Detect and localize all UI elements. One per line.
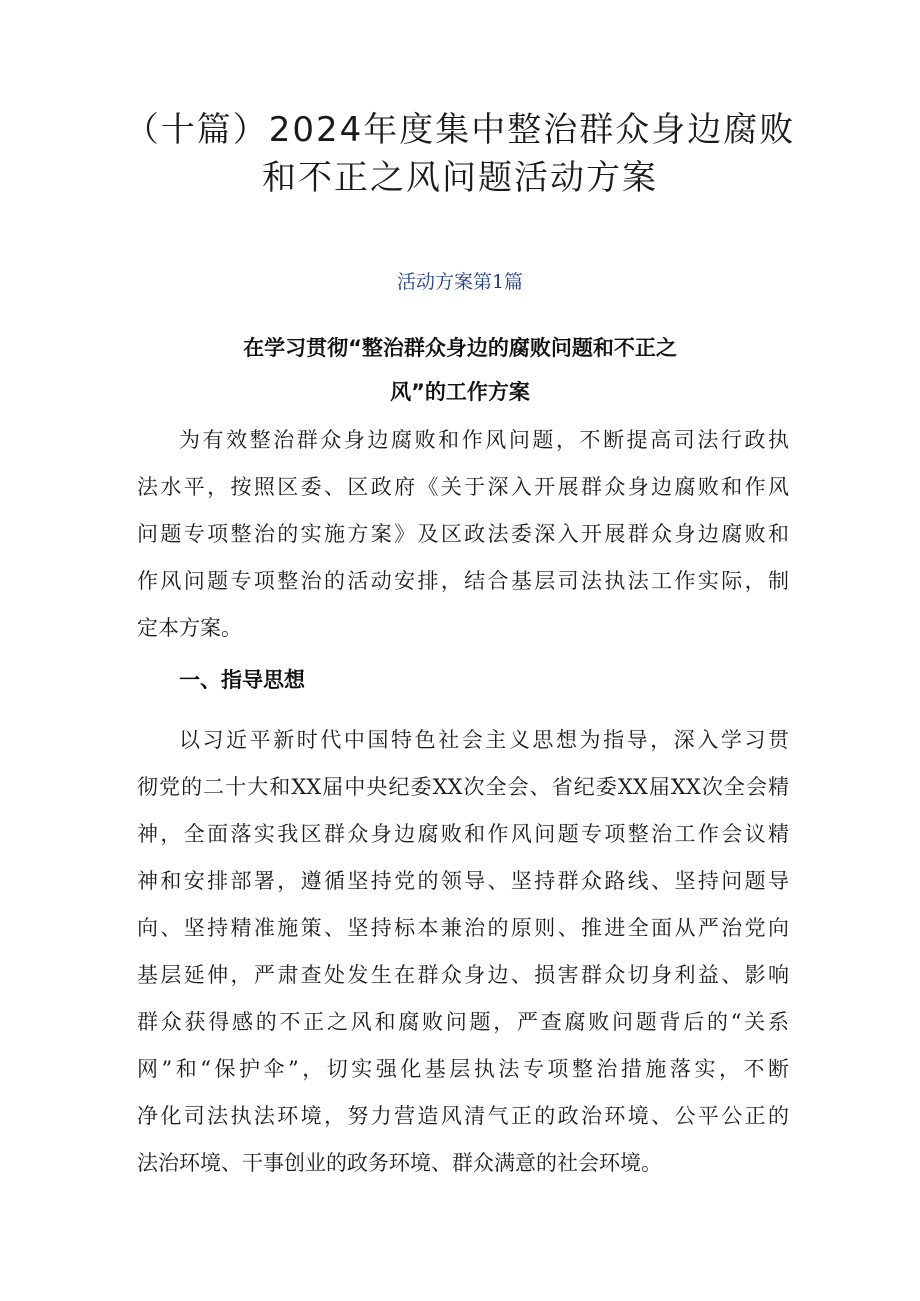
guiding-paragraph-line: 神和安排部署，遵循坚持党的领导、坚持群众路线、坚持问题导 (137, 869, 789, 893)
subtitle-line-1: 在学习贯彻“整治群众身边的腐败问题和不正之 (243, 336, 677, 360)
section-label: 活动方案第1篇 (396, 271, 524, 293)
guiding-paragraph-line: 以习近平新时代中国特色社会主义思想为指导，深入学习贯 (179, 728, 789, 752)
guiding-paragraph-line: 向、坚持精准施策、坚持标本兼治的原则、推进全面从严治党向 (137, 916, 789, 940)
heading-guiding-thought: 一、指导思想 (179, 668, 305, 692)
intro-paragraph-line: 作风问题专项整治的活动安排，结合基层司法执法工作实际，制 (137, 569, 789, 593)
intro-paragraph-line: 为有效整治群众身边腐败和作风问题，不断提高司法行政执 (179, 428, 789, 452)
intro-paragraph-line: 法水平，按照区委、区政府《关于深入开展群众身边腐败和作风 (137, 475, 789, 499)
document-title-line-2: 和不正之风问题活动方案 (262, 158, 658, 198)
intro-paragraph-line: 定本方案。 (137, 616, 242, 640)
guiding-paragraph-line: 群众获得感的不正之风和腐败问题，严查腐败问题背后的“关系 (137, 1010, 789, 1034)
guiding-paragraph (137, 717, 789, 1187)
guiding-paragraph-line: 基层延伸，严肃查处发生在群众身边、损害群众切身利益、影响 (137, 963, 789, 987)
guiding-paragraph-line: 净化司法执法环境，努力营造风清气正的政治环境、公平公正的 (137, 1104, 789, 1128)
guiding-paragraph-line: 彻党的二十大和XX届中央纪委XX次全会、省纪委XX届XX次全会精 (137, 775, 789, 799)
document-title-line-1: （十篇）2024年度集中整治群众身边腐败 (124, 110, 796, 150)
intro-paragraph (137, 417, 789, 652)
guiding-paragraph-line: 神，全面落实我区群众身边腐败和作风问题专项整治工作会议精 (137, 822, 789, 846)
guiding-paragraph-line: 法治环境、干事创业的政务环境、群众满意的社会环境。 (137, 1151, 662, 1175)
subtitle-line-2: 风”的工作方案 (390, 380, 530, 404)
guiding-paragraph-line: 网”和“保护伞”，切实强化基层执法专项整治措施落实，不断 (137, 1057, 789, 1081)
intro-paragraph-line: 问题专项整治的实施方案》及区政法委深入开展群众身边腐败和 (137, 522, 789, 546)
